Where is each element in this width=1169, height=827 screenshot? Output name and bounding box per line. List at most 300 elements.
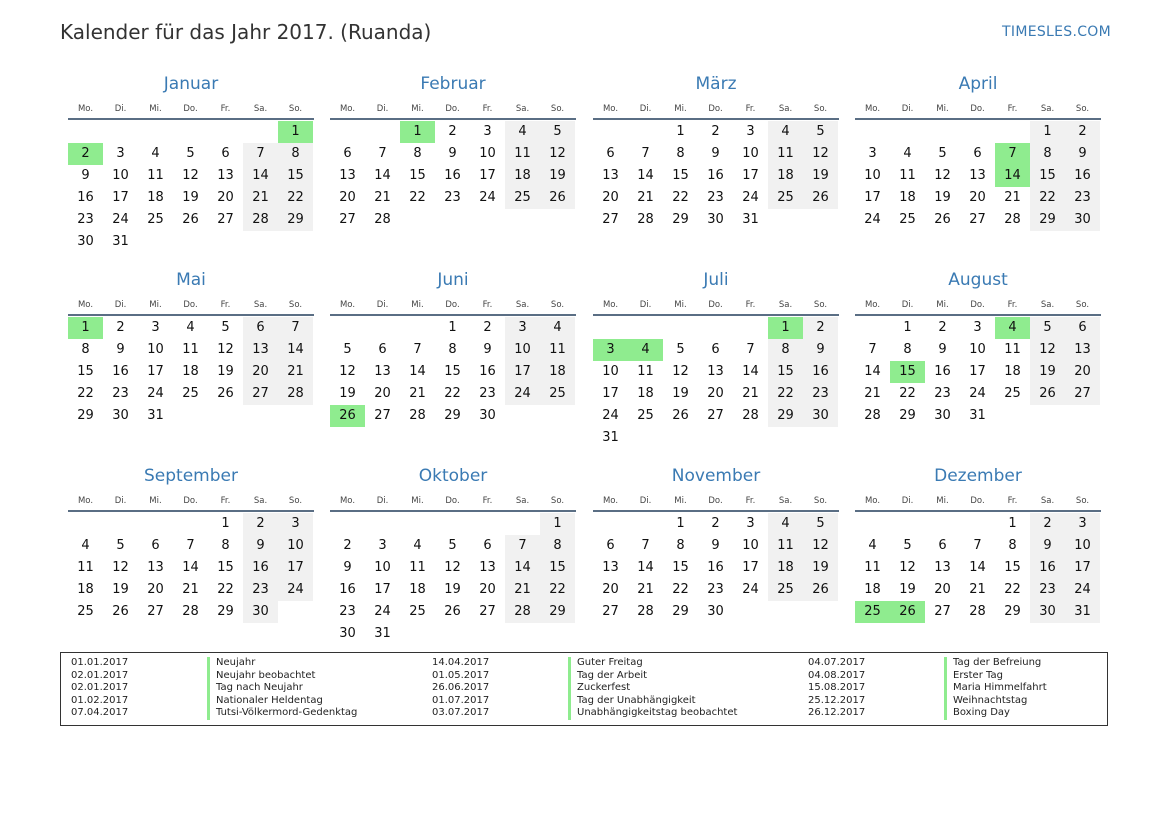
holiday-day-cell: 3 [593,339,628,361]
day-cell: 28 [278,383,313,405]
weekday-label: So. [813,496,828,506]
day-cell: 16 [707,168,724,183]
day-cell: 6 [711,342,720,357]
holiday-day-cell: 25 [855,601,890,623]
month-name: August [948,270,1008,290]
holiday-day-cell: 14 [995,165,1030,187]
day-cell: 21 [243,187,278,209]
holiday-day-cell: 1 [68,317,103,339]
day-cell: 15 [768,361,803,383]
day-cell: 13 [147,560,164,575]
day-cell: 24 [112,212,129,227]
day-cell: 5 [186,146,195,161]
day-cell: 23 [1030,579,1065,601]
day-cell: 9 [81,168,90,183]
day-cell: 30 [479,408,496,423]
legend-date: 14.04.2017 [432,657,490,668]
month-5 [68,268,314,448]
day-cell: 23 [1065,187,1100,209]
legend-holiday-name: Tutsi-Völkermord-Gedenktag [207,707,357,720]
legend-item [432,670,762,683]
weekday-header [330,496,576,512]
day-cell: 11 [899,168,916,183]
weekday-label: Do. [183,300,198,310]
month-6 [330,268,576,448]
day-cell: 18 [505,165,540,187]
legend-date: 04.07.2017 [808,657,866,668]
legend-date: 26.06.2017 [432,682,490,693]
day-cell: 25 [182,386,199,401]
legend-date: 02.01.2017 [71,682,129,693]
day-cell: 12 [339,364,356,379]
day-cell: 28 [637,212,654,227]
weekday-label: Sa. [1040,104,1055,114]
legend-holiday-name: Tag nach Neujahr [207,682,303,695]
day-cell: 9 [711,146,720,161]
day-cell: 2 [483,320,492,335]
day-cell: 16 [339,582,356,597]
day-cell: 11 [505,143,540,165]
weekday-label: Mi. [411,104,424,114]
weekday-label: Mi. [936,104,949,114]
day-cell: 22 [1030,187,1065,209]
weekday-label: Mi. [936,300,949,310]
day-cell: 21 [409,386,426,401]
day-cell: 2 [243,513,278,535]
day-cell: 27 [1065,383,1100,405]
day-cell: 2 [711,516,720,531]
day-cell: 24 [969,386,986,401]
weekday-label: Mo. [339,300,356,310]
weekday-label: Fr. [220,300,231,310]
legend-holiday-name: Zuckerfest [568,682,630,695]
weekday-label: Mo. [864,496,881,506]
holiday-day-cell: 15 [890,361,925,383]
day-cell: 30 [707,604,724,619]
legend-holiday-name: Guter Freitag [568,657,643,670]
weekday-label: So. [288,104,303,114]
day-cell: 6 [343,146,352,161]
day-cell: 22 [278,187,313,209]
day-cell: 22 [1004,582,1021,597]
holiday-day-cell: 26 [330,405,365,427]
day-cell: 15 [278,165,313,187]
weekday-label: Fr. [482,300,493,310]
day-cell: 6 [151,538,160,553]
weekday-label: Di. [376,104,389,114]
legend-item [432,707,762,720]
weekday-label: Mi. [149,496,162,506]
day-cell: 19 [339,386,356,401]
day-cell: 24 [505,383,540,405]
weekday-label: Mo. [77,300,94,310]
day-cell: 13 [1065,339,1100,361]
day-cell: 26 [217,386,234,401]
day-cell: 22 [540,579,575,601]
day-cell: 27 [217,212,234,227]
day-cell: 15 [77,364,94,379]
day-cell: 14 [637,560,654,575]
weekday-label: Fr. [1007,300,1018,310]
legend-date: 02.01.2017 [71,669,129,681]
day-cell: 12 [112,560,129,575]
holiday-day-cell: 4 [995,317,1030,339]
day-cell: 4 [868,538,877,553]
day-cell: 16 [77,190,94,205]
weekday-label: Di. [901,496,914,506]
month-name: Dezember [934,466,1022,486]
day-cell: 11 [182,342,199,357]
legend-holiday-name: Tag der Unabhängigkeit [568,695,696,708]
day-cell: 27 [147,604,164,619]
legend-column [808,657,1138,720]
day-cell: 13 [243,339,278,361]
weekday-label: Fr. [745,496,756,506]
day-cell: 12 [182,168,199,183]
weekday-label: Mi. [411,300,424,310]
day-cell: 31 [1065,601,1100,623]
day-cell: 28 [243,209,278,231]
day-cell: 17 [374,582,391,597]
brand-logo[interactable]: TIMESLES.COM [1002,24,1111,40]
day-cell: 9 [243,535,278,557]
day-cell: 1 [448,320,457,335]
day-cell: 31 [147,408,164,423]
day-cell: 28 [182,604,199,619]
day-cell: 7 [413,342,422,357]
legend-item [71,682,401,695]
day-cell: 19 [182,190,199,205]
day-cell: 9 [711,538,720,553]
day-cell: 13 [374,364,391,379]
weekday-label: Di. [376,300,389,310]
weekday-label: Do. [445,104,460,114]
day-cell: 30 [934,408,951,423]
day-cell: 20 [602,582,619,597]
holiday-day-cell: 1 [400,121,435,143]
page-title: Kalender für das Jahr 2017. (Ruanda) [60,20,432,44]
weekday-label: Mo. [864,104,881,114]
day-cell: 18 [147,190,164,205]
day-cell: 6 [483,538,492,553]
day-cell: 8 [903,342,912,357]
day-cell: 12 [803,535,838,557]
day-cell: 29 [768,405,803,427]
legend-item [432,682,762,695]
day-cell: 3 [868,146,877,161]
legend-item [808,682,1138,695]
day-cell: 7 [186,538,195,553]
day-cell: 10 [278,535,313,557]
holiday-day-cell: 1 [278,121,313,143]
day-cell: 25 [540,383,575,405]
weekday-label: Mi. [674,496,687,506]
day-cell: 6 [378,342,387,357]
day-cell: 23 [339,604,356,619]
day-cell: 4 [81,538,90,553]
day-cell: 8 [221,538,230,553]
weekday-label: Do. [445,496,460,506]
weekday-label: Fr. [220,104,231,114]
weekday-label: Mi. [149,104,162,114]
weekday-label: So. [1075,300,1090,310]
day-cell: 25 [147,212,164,227]
day-cell: 4 [540,317,575,339]
month-name: Oktober [418,466,488,486]
day-cell: 13 [934,560,951,575]
day-cell: 21 [864,386,881,401]
day-cell: 27 [707,408,724,423]
day-cell: 20 [479,582,496,597]
weekday-label: Sa. [778,104,793,114]
day-cell: 17 [742,168,759,183]
day-cell: 5 [343,342,352,357]
day-cell: 20 [969,190,986,205]
day-cell: 28 [864,408,881,423]
day-cell: 26 [182,212,199,227]
day-cell: 1 [540,513,575,535]
day-cell: 7 [278,317,313,339]
day-cell: 31 [969,408,986,423]
month-name: September [144,466,238,486]
legend-holiday-name: Tag der Befreiung [944,657,1041,670]
day-cell: 24 [278,579,313,601]
day-cell: 3 [278,513,313,535]
weekday-header [330,104,576,120]
day-cell: 18 [77,582,94,597]
day-cell: 6 [606,146,615,161]
day-cell: 2 [116,320,125,335]
day-cell: 5 [116,538,125,553]
legend-date: 01.01.2017 [71,657,129,668]
legend-date: 01.05.2017 [432,669,490,681]
day-cell: 21 [182,582,199,597]
day-cell: 26 [803,579,838,601]
holiday-day-cell: 4 [628,339,663,361]
weekday-label: Mi. [674,300,687,310]
day-cell: 28 [409,408,426,423]
day-cell: 24 [742,582,759,597]
holiday-legend [60,652,1108,726]
day-cell: 23 [934,386,951,401]
day-cell: 23 [112,386,129,401]
weekday-label: Fr. [220,496,231,506]
day-cell: 9 [1030,535,1065,557]
weekday-header [68,496,314,512]
day-cell: 2 [938,320,947,335]
legend-date: 07.04.2017 [71,707,129,718]
weekday-label: So. [1075,104,1090,114]
weekday-label: So. [288,496,303,506]
day-cell: 8 [540,535,575,557]
day-cell: 21 [505,579,540,601]
day-cell: 5 [448,538,457,553]
weekday-label: Mo. [77,104,94,114]
day-cell: 17 [969,364,986,379]
day-cell: 18 [637,386,654,401]
legend-date: 25.12.2017 [808,694,866,706]
day-cell: 27 [602,604,619,619]
legend-item [71,657,401,670]
day-cell: 4 [151,146,160,161]
legend-item [71,707,401,720]
weekday-label: Do. [970,300,985,310]
weekday-label: Sa. [253,496,268,506]
holiday-day-cell: 2 [68,143,103,165]
day-cell: 17 [278,557,313,579]
weekday-label: Mo. [864,300,881,310]
day-cell: 24 [1065,579,1100,601]
day-cell: 7 [641,538,650,553]
day-cell: 26 [112,604,129,619]
day-cell: 24 [374,604,391,619]
day-cell: 27 [243,383,278,405]
day-cell: 18 [540,361,575,383]
day-cell: 21 [742,386,759,401]
month-2 [330,72,576,252]
day-cell: 25 [899,212,916,227]
day-cell: 29 [77,408,94,423]
weekday-header [855,496,1101,512]
weekday-header [68,300,314,316]
legend-item [71,695,401,708]
month-3 [593,72,839,252]
day-cell: 14 [409,364,426,379]
day-cell: 10 [479,146,496,161]
day-cell: 1 [676,124,685,139]
month-1 [68,72,314,252]
day-cell: 8 [676,146,685,161]
legend-holiday-name: Maria Himmelfahrt [944,682,1047,695]
weekday-label: Sa. [515,300,530,310]
day-cell: 21 [1004,190,1021,205]
day-cell: 17 [742,560,759,575]
day-cell: 20 [934,582,951,597]
day-cell: 1 [1008,516,1017,531]
weekday-label: Mi. [936,496,949,506]
day-cell: 6 [973,146,982,161]
day-cell: 19 [803,557,838,579]
day-cell: 14 [278,339,313,361]
day-cell: 6 [606,538,615,553]
day-cell: 23 [707,582,724,597]
day-cell: 19 [217,364,234,379]
day-cell: 22 [77,386,94,401]
legend-item [808,707,1138,720]
weekday-label: So. [550,496,565,506]
month-12 [855,464,1101,644]
weekday-label: Mo. [339,104,356,114]
day-cell: 29 [278,209,313,231]
weekday-label: Di. [114,300,127,310]
day-cell: 23 [243,579,278,601]
day-cell: 17 [602,386,619,401]
day-cell: 31 [742,212,759,227]
weekday-label: So. [1075,496,1090,506]
day-cell: 18 [899,190,916,205]
weekday-label: Di. [376,496,389,506]
day-cell: 12 [672,364,689,379]
day-cell: 28 [742,408,759,423]
day-cell: 20 [243,361,278,383]
day-cell: 17 [147,364,164,379]
day-cell: 4 [413,538,422,553]
day-cell: 24 [602,408,619,423]
month-10 [330,464,576,644]
day-cell: 24 [479,190,496,205]
day-cell: 6 [1065,317,1100,339]
day-cell: 20 [1065,361,1100,383]
day-cell: 12 [217,342,234,357]
day-cell: 25 [768,579,803,601]
weekday-label: Di. [639,300,652,310]
day-cell: 11 [540,339,575,361]
weekday-label: Sa. [515,496,530,506]
weekday-label: Do. [708,496,723,506]
legend-date: 03.07.2017 [432,707,490,718]
day-cell: 12 [899,560,916,575]
day-cell: 25 [637,408,654,423]
legend-date: 01.07.2017 [432,694,490,706]
day-cell: 29 [444,408,461,423]
day-cell: 5 [676,342,685,357]
day-cell: 19 [1030,361,1065,383]
day-cell: 22 [217,582,234,597]
legend-holiday-name: Weihnachtstag [944,695,1027,708]
day-cell: 7 [505,535,540,557]
weekday-header [68,104,314,120]
day-cell: 11 [77,560,94,575]
day-cell: 5 [803,513,838,535]
weekday-label: Mi. [674,104,687,114]
weekday-label: Fr. [482,496,493,506]
day-cell: 9 [116,342,125,357]
day-cell: 15 [1004,560,1021,575]
day-cell: 26 [803,187,838,209]
weekday-label: Do. [445,300,460,310]
legend-date: 15.08.2017 [808,682,866,693]
legend-item [71,670,401,683]
day-cell: 2 [343,538,352,553]
weekday-label: Do. [970,104,985,114]
day-cell: 4 [186,320,195,335]
day-cell: 9 [1065,143,1100,165]
day-cell: 8 [413,146,422,161]
day-cell: 3 [116,146,125,161]
day-cell: 16 [707,560,724,575]
weekday-label: Sa. [778,496,793,506]
weekday-label: Fr. [482,104,493,114]
day-cell: 14 [182,560,199,575]
day-cell: 22 [768,383,803,405]
day-cell: 30 [1030,601,1065,623]
weekday-header [855,104,1101,120]
day-cell: 23 [77,212,94,227]
weekday-label: So. [813,104,828,114]
day-cell: 16 [1030,557,1065,579]
day-cell: 2 [711,124,720,139]
day-cell: 8 [1008,538,1017,553]
day-cell: 7 [746,342,755,357]
day-cell: 23 [707,190,724,205]
day-cell: 11 [637,364,654,379]
day-cell: 25 [1004,386,1021,401]
day-cell: 17 [505,361,540,383]
weekday-label: Mo. [602,300,619,310]
month-name: April [958,74,998,94]
month-7 [593,268,839,448]
day-cell: 9 [938,342,947,357]
